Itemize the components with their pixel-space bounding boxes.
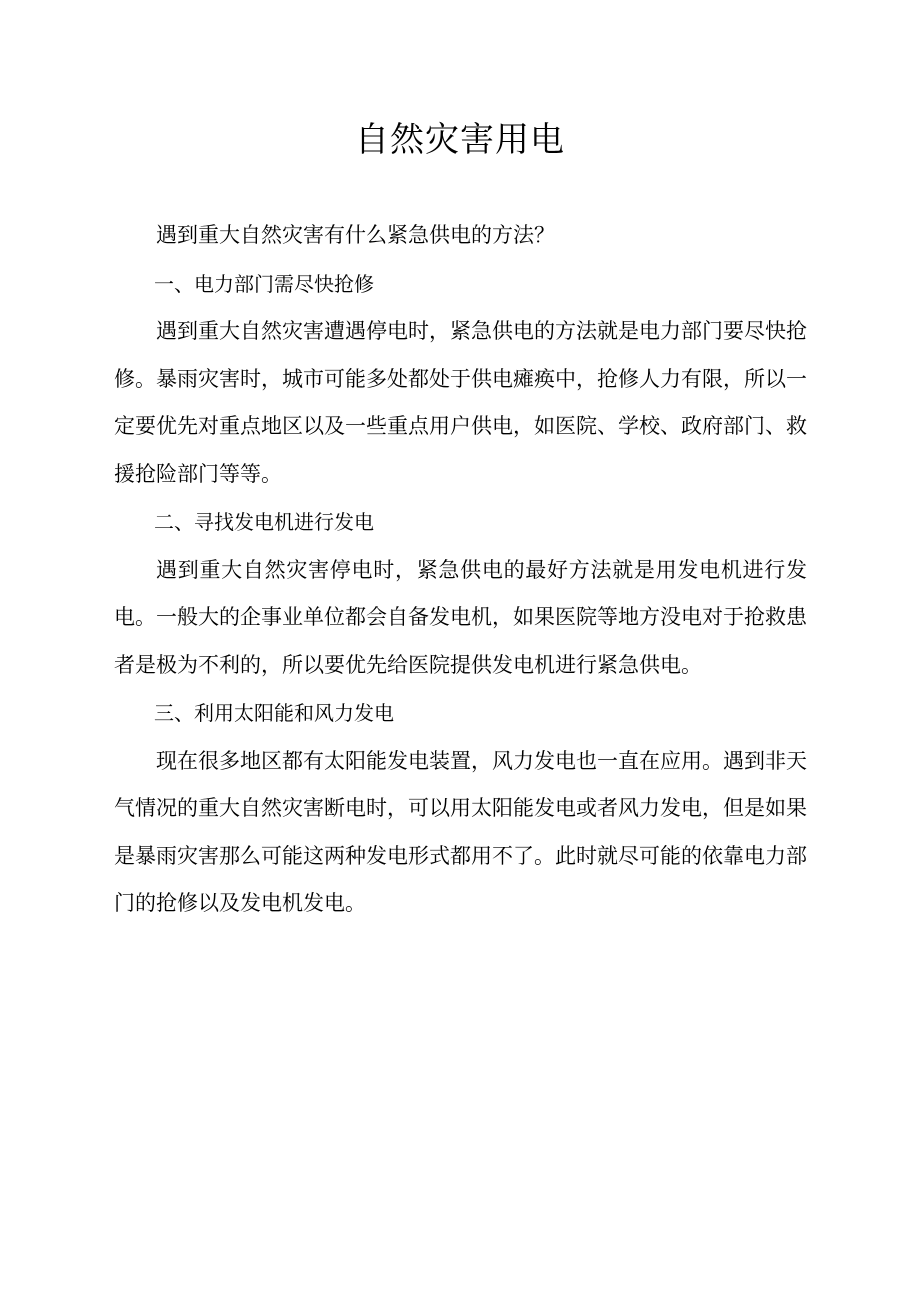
section-heading-3: 三、利用太阳能和风力发电 bbox=[154, 701, 394, 725]
document-body bbox=[114, 212, 807, 928]
section-heading-1: 一、电力部门需尽快抢修 bbox=[154, 271, 374, 296]
intro-question: 遇到重大自然灾害有什么紧急供电的方法？ bbox=[156, 223, 555, 247]
section-heading-2: 二、寻找发电机进行发电 bbox=[154, 510, 374, 534]
document-title: 自然灾害用电 bbox=[355, 120, 565, 160]
section-paragraph-3: 现在很多地区都有太阳能发电装置，风力发电也一直在应用。遇到非天气情况的重大自然灾害断电时，可以用太阳能发电或者风力发电，但是如果是暴雨灾害那么可能这两种发电形式都用不了。此时就尽可能的依靠电力部门的抢修以及发电机发电。 bbox=[114, 748, 807, 915]
section-paragraph-2: 遇到重大自然灾害停电时，紧急供电的最好方法就是用发电机进行发电。一般大的企事业单位都会自备发电机，如果医院等地方没电对于抢救患者是极为不利的，所以要优先给医院提供发电机进行紧急供电。 bbox=[114, 557, 807, 677]
section-paragraph-1: 遇到重大自然灾害遭遇停电时，紧急供电的方法就是电力部门要尽快抢修。暴雨灾害时，城市可能多处都处于供电瘫痪中，抢修人力有限，所以一定要优先对重点地区以及一些重点用户供电，如医院、学校、政府部门、救援抢险部门等等。 bbox=[114, 319, 807, 486]
